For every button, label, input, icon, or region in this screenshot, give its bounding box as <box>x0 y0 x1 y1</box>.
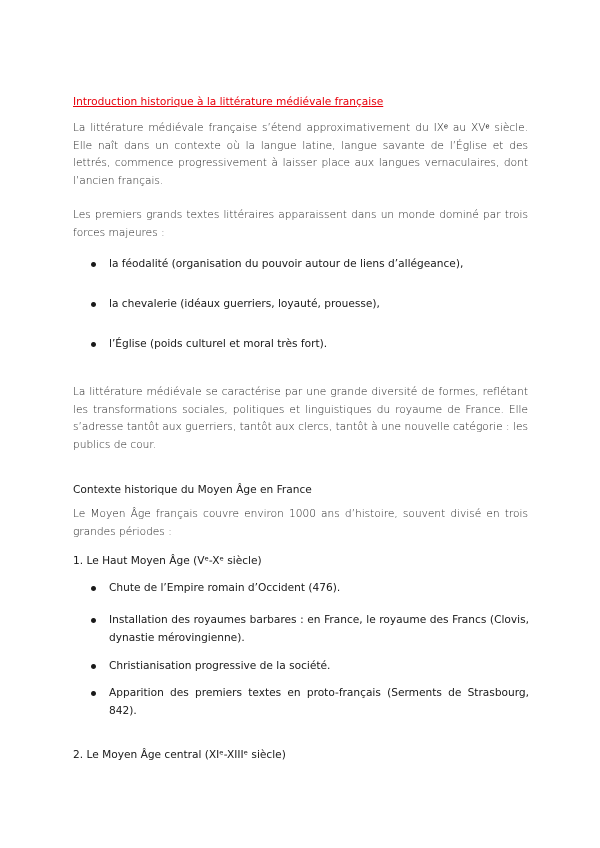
intro-paragraph-1: La littérature médiévale française s’étend approximativement du IXᵉ au XVᵉ siècle. Elle naît dans un contexte où la langue latine, langue savante de l’Église et des lettrés, commence progressivement à laisser place aux langues vernaculaires, dont l’ancien français. <box>73 122 528 187</box>
bullet-icon <box>91 586 96 591</box>
period1-item-2: Installation des royaumes barbares : en France, le royaume des Francs (Clovis, dynastie mérovingienne). <box>109 614 529 644</box>
force-feodalite: la féodalité (organisation du pouvoir autour de liens d’allégeance), <box>109 258 464 270</box>
context-heading: Contexte historique du Moyen Âge en France <box>73 484 312 496</box>
period1-heading: 1. Le Haut Moyen Âge (Vᵉ-Xᵉ siècle) <box>73 555 262 567</box>
bullet-icon <box>91 618 96 623</box>
bullet-icon <box>91 342 96 347</box>
bullet-icon <box>91 691 96 696</box>
bullet-icon <box>91 302 96 307</box>
document-title: Introduction historique à la littérature médiévale française <box>73 96 384 108</box>
intro-paragraph-2: Les premiers grands textes littéraires apparaissent dans un monde dominé par trois forces majeures : <box>73 209 528 239</box>
period1-item-4: Apparition des premiers textes en proto-français (Serments de Strasbourg, 842). <box>109 687 529 717</box>
diversity-paragraph: La littérature médiévale se caractérise par une grande diversité de formes, reflétant les transformations sociales, politiques et linguistiques du royaume de France. Elle s’adresse tantôt aux guerriers, tantôt aux clercs, tantôt à une nouvelle catégorie : les publics de cour. <box>73 386 528 451</box>
period1-item-3: Christianisation progressive de la société. <box>109 660 331 672</box>
bullet-icon <box>91 664 96 669</box>
context-paragraph: Le Moyen Âge français couvre environ 1000 ans d’histoire, souvent divisé en trois grandes périodes : <box>73 508 528 538</box>
bullet-icon <box>91 262 96 267</box>
force-chevalerie: la chevalerie (idéaux guerriers, loyauté, prouesse), <box>109 298 380 310</box>
period1-item-1: Chute de l’Empire romain d’Occident (476). <box>109 582 341 594</box>
period2-heading: 2. Le Moyen Âge central (XIᵉ-XIIIᵉ siècle) <box>73 749 286 761</box>
force-eglise: l’Église (poids culturel et moral très fort). <box>109 338 328 350</box>
